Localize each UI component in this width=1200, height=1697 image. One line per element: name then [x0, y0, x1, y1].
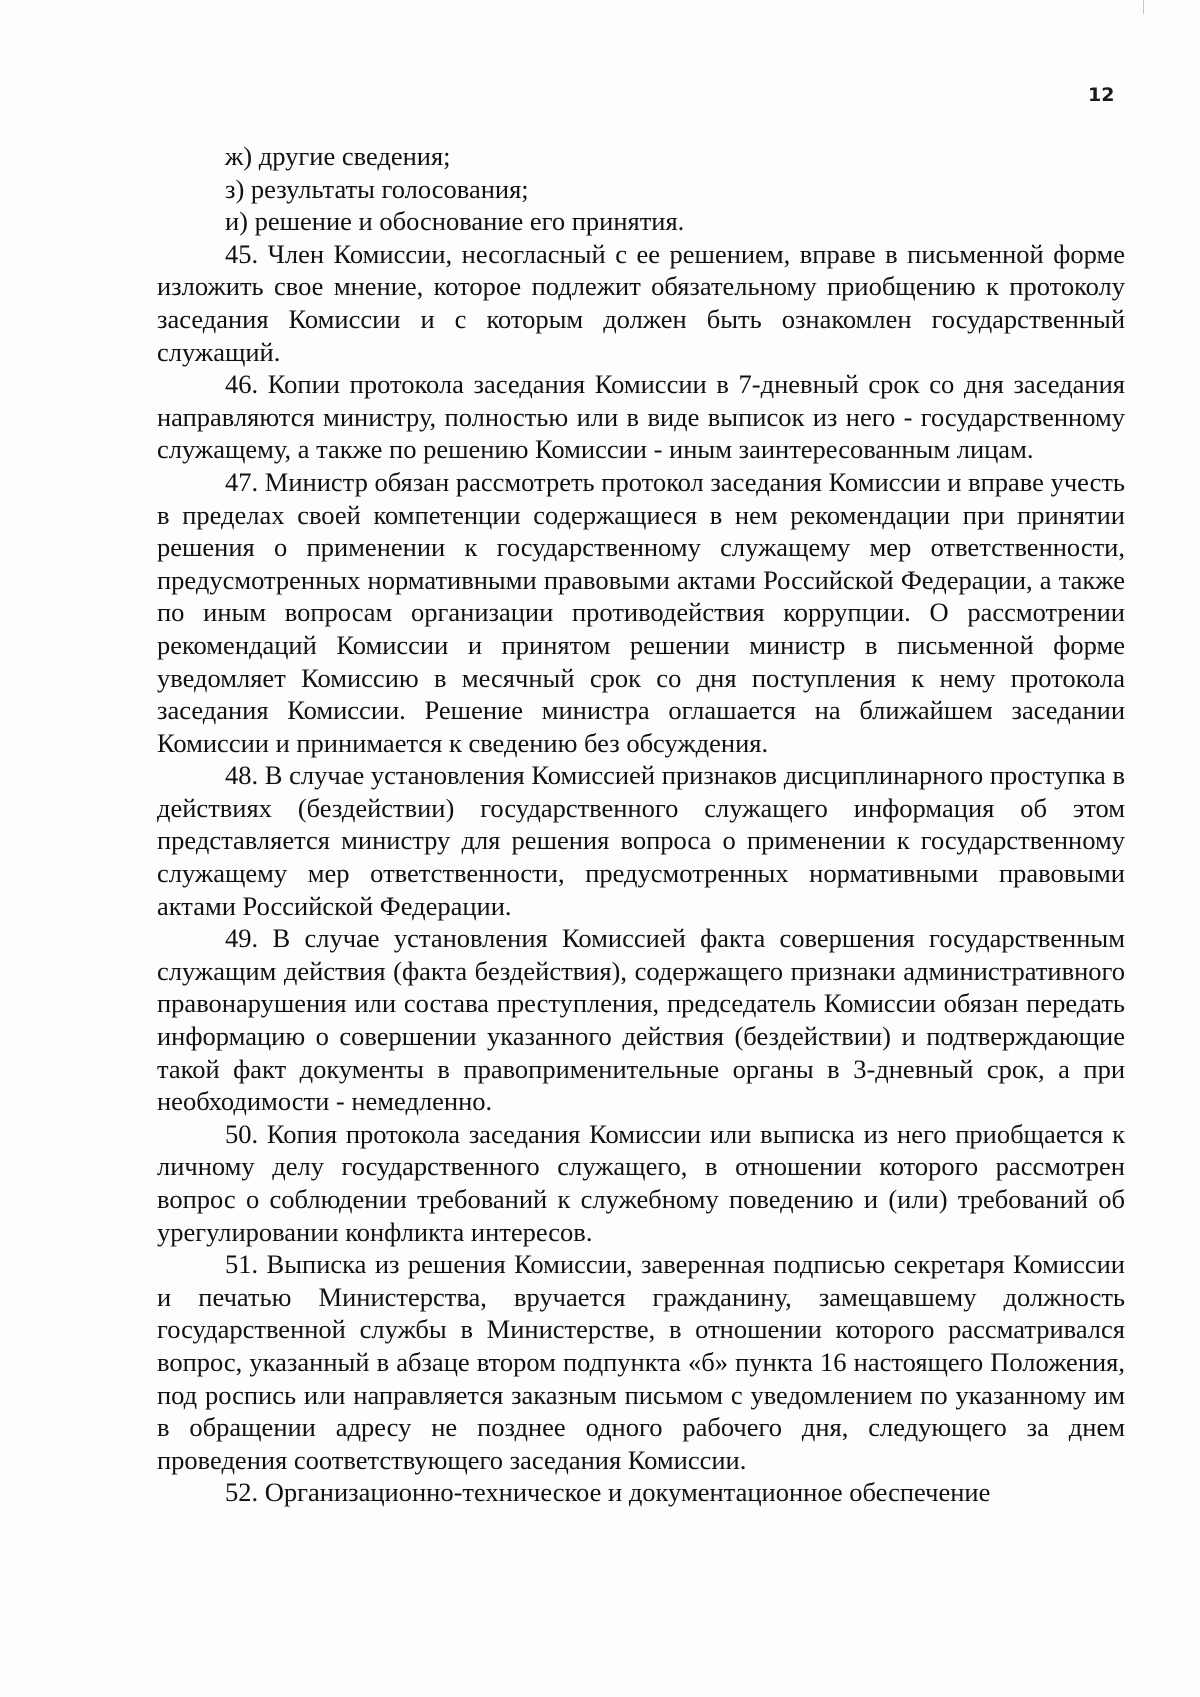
- document-body: [157, 140, 1125, 1509]
- list-item-i: и) решение и обоснование его принятия.: [225, 206, 685, 237]
- paragraph-46: 46. Копии протокола заседания Комиссии в 7-дневный срок со дня заседания направляются министру, полностью или в виде выписок из него - государственному служащему, а также по решению Комиссии - иным заинтересованным лицам.: [157, 369, 1125, 465]
- paragraph-45: 45. Член Комиссии, несогласный с ее решением, вправе в письменной форме изложить свое мнение, которое подлежит обязательному приобщению к протоколу заседания Комиссии и с которым должен быть ознакомлен государственный служащий.: [157, 238, 1125, 367]
- paragraph-49: 49. В случае установления Комиссией факта совершения государственным служащим действия (факта бездействия), содержащего признаки административного правонарушения или состава преступления, председатель Комиссии обязан передать информацию о совершении указанного действия (бездействии) и подтверждающие такой факт документы в правоприменительные органы в 3-дневный срок, а при необходимости - немедленно.: [157, 923, 1125, 1117]
- paragraph-50: 50. Копия протокола заседания Комиссии или выписка из него приобщается к личному делу государственного служащего, в отношении которого рассмотрен вопрос о соблюдении требований к служебному поведению и (или) требований об урегулировании конфликта интересов.: [157, 1118, 1125, 1247]
- list-item-z: з) результаты голосования;: [225, 173, 529, 204]
- scan-edge-mark: [1143, 0, 1144, 14]
- paragraph-51: 51. Выписка из решения Комиссии, заверенная подписью секретаря Комиссии и печатью Министерства, вручается гражданину, замещавшему должность государственной службы в Министерстве, в отношении которого рассматривался вопрос, указанный в абзаце втором подпункта «б» пункта 16 настоящего Положения, под роспись или направляется заказным письмом с уведомлением по указанному им в обращении адресу не позднее одного рабочего дня, следующего за днем проведения соответствующего заседания Комиссии.: [157, 1249, 1125, 1475]
- list-item-zh: ж) другие сведения;: [225, 141, 451, 171]
- paragraph-47: 47. Министр обязан рассмотреть протокол заседания Комиссии и вправе учесть в пределах своей компетенции содержащиеся в нем рекомендации при принятии решения о применении к государственному служащему мер ответственности, предусмотренных нормативными правовыми актами Российской Федерации, а также по иным вопросам организации противодействия коррупции. О рассмотрении рекомендаций Комиссии и принятом решении министр в письменной форме уведомляет Комиссию в месячный срок со дня поступления к нему протокола заседания Комиссии. Решение министра оглашается на ближайшем заседании Комиссии и принимается к сведению без обсуждения.: [157, 466, 1125, 758]
- paragraph-48: 48. В случае установления Комиссией признаков дисциплинарного проступка в действиях (бездействии) государственного служащего информация об этом представляется министру для решения вопроса о применении к государственному служащему мер ответственности, предусмотренных нормативными правовыми актами Российской Федерации.: [157, 760, 1125, 921]
- page-number: 12: [1088, 84, 1115, 106]
- paragraph-52: 52. Организационно-техническое и документационное обеспечение: [225, 1477, 991, 1508]
